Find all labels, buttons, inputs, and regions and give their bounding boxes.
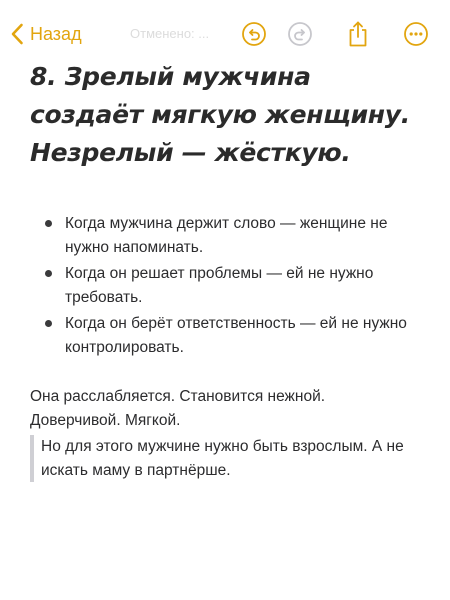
note-toolbar — [0, 0, 450, 62]
quote-text: Но для этого мужчине нужно быть взрослым. А не искать маму в партнёрше. — [41, 438, 404, 479]
note-title: 8. Зрелый мужчина создаёт мягкую женщину. Незрелый — жёсткую. — [30, 62, 410, 167]
bullet-icon — [45, 220, 52, 227]
undo-button[interactable] — [240, 20, 268, 48]
redo-button[interactable] — [286, 20, 314, 48]
more-icon — [403, 21, 429, 47]
share-icon — [346, 20, 370, 48]
bullet-icon — [45, 270, 52, 277]
more-button[interactable] — [402, 20, 430, 48]
redo-icon — [287, 21, 313, 47]
list-item-text: Когда он решает проблемы — ей не нужно требовать. — [65, 265, 374, 306]
list-item — [30, 312, 425, 359]
back-button[interactable] — [10, 20, 82, 48]
bullet-icon — [45, 320, 52, 327]
list-item-text: Когда он берёт ответственность — ей не нужно контролировать. — [65, 315, 407, 356]
toolbar-hint-text: Отменено: ... — [130, 26, 210, 41]
note-body[interactable] — [30, 58, 425, 482]
list-item-text: Когда мужчина держит слово — женщине не нужно напоминать. — [65, 215, 388, 256]
chevron-left-icon — [10, 23, 24, 45]
list-item — [30, 212, 425, 259]
back-label: Назад — [30, 23, 82, 44]
note-paragraph: Она расслабляется. Становится нежной. Доверчивой. Мягкой. — [30, 388, 326, 429]
undo-icon — [241, 21, 267, 47]
share-button[interactable] — [344, 20, 372, 48]
note-quote — [30, 435, 411, 482]
bullet-list — [30, 212, 425, 359]
list-item — [30, 262, 425, 309]
